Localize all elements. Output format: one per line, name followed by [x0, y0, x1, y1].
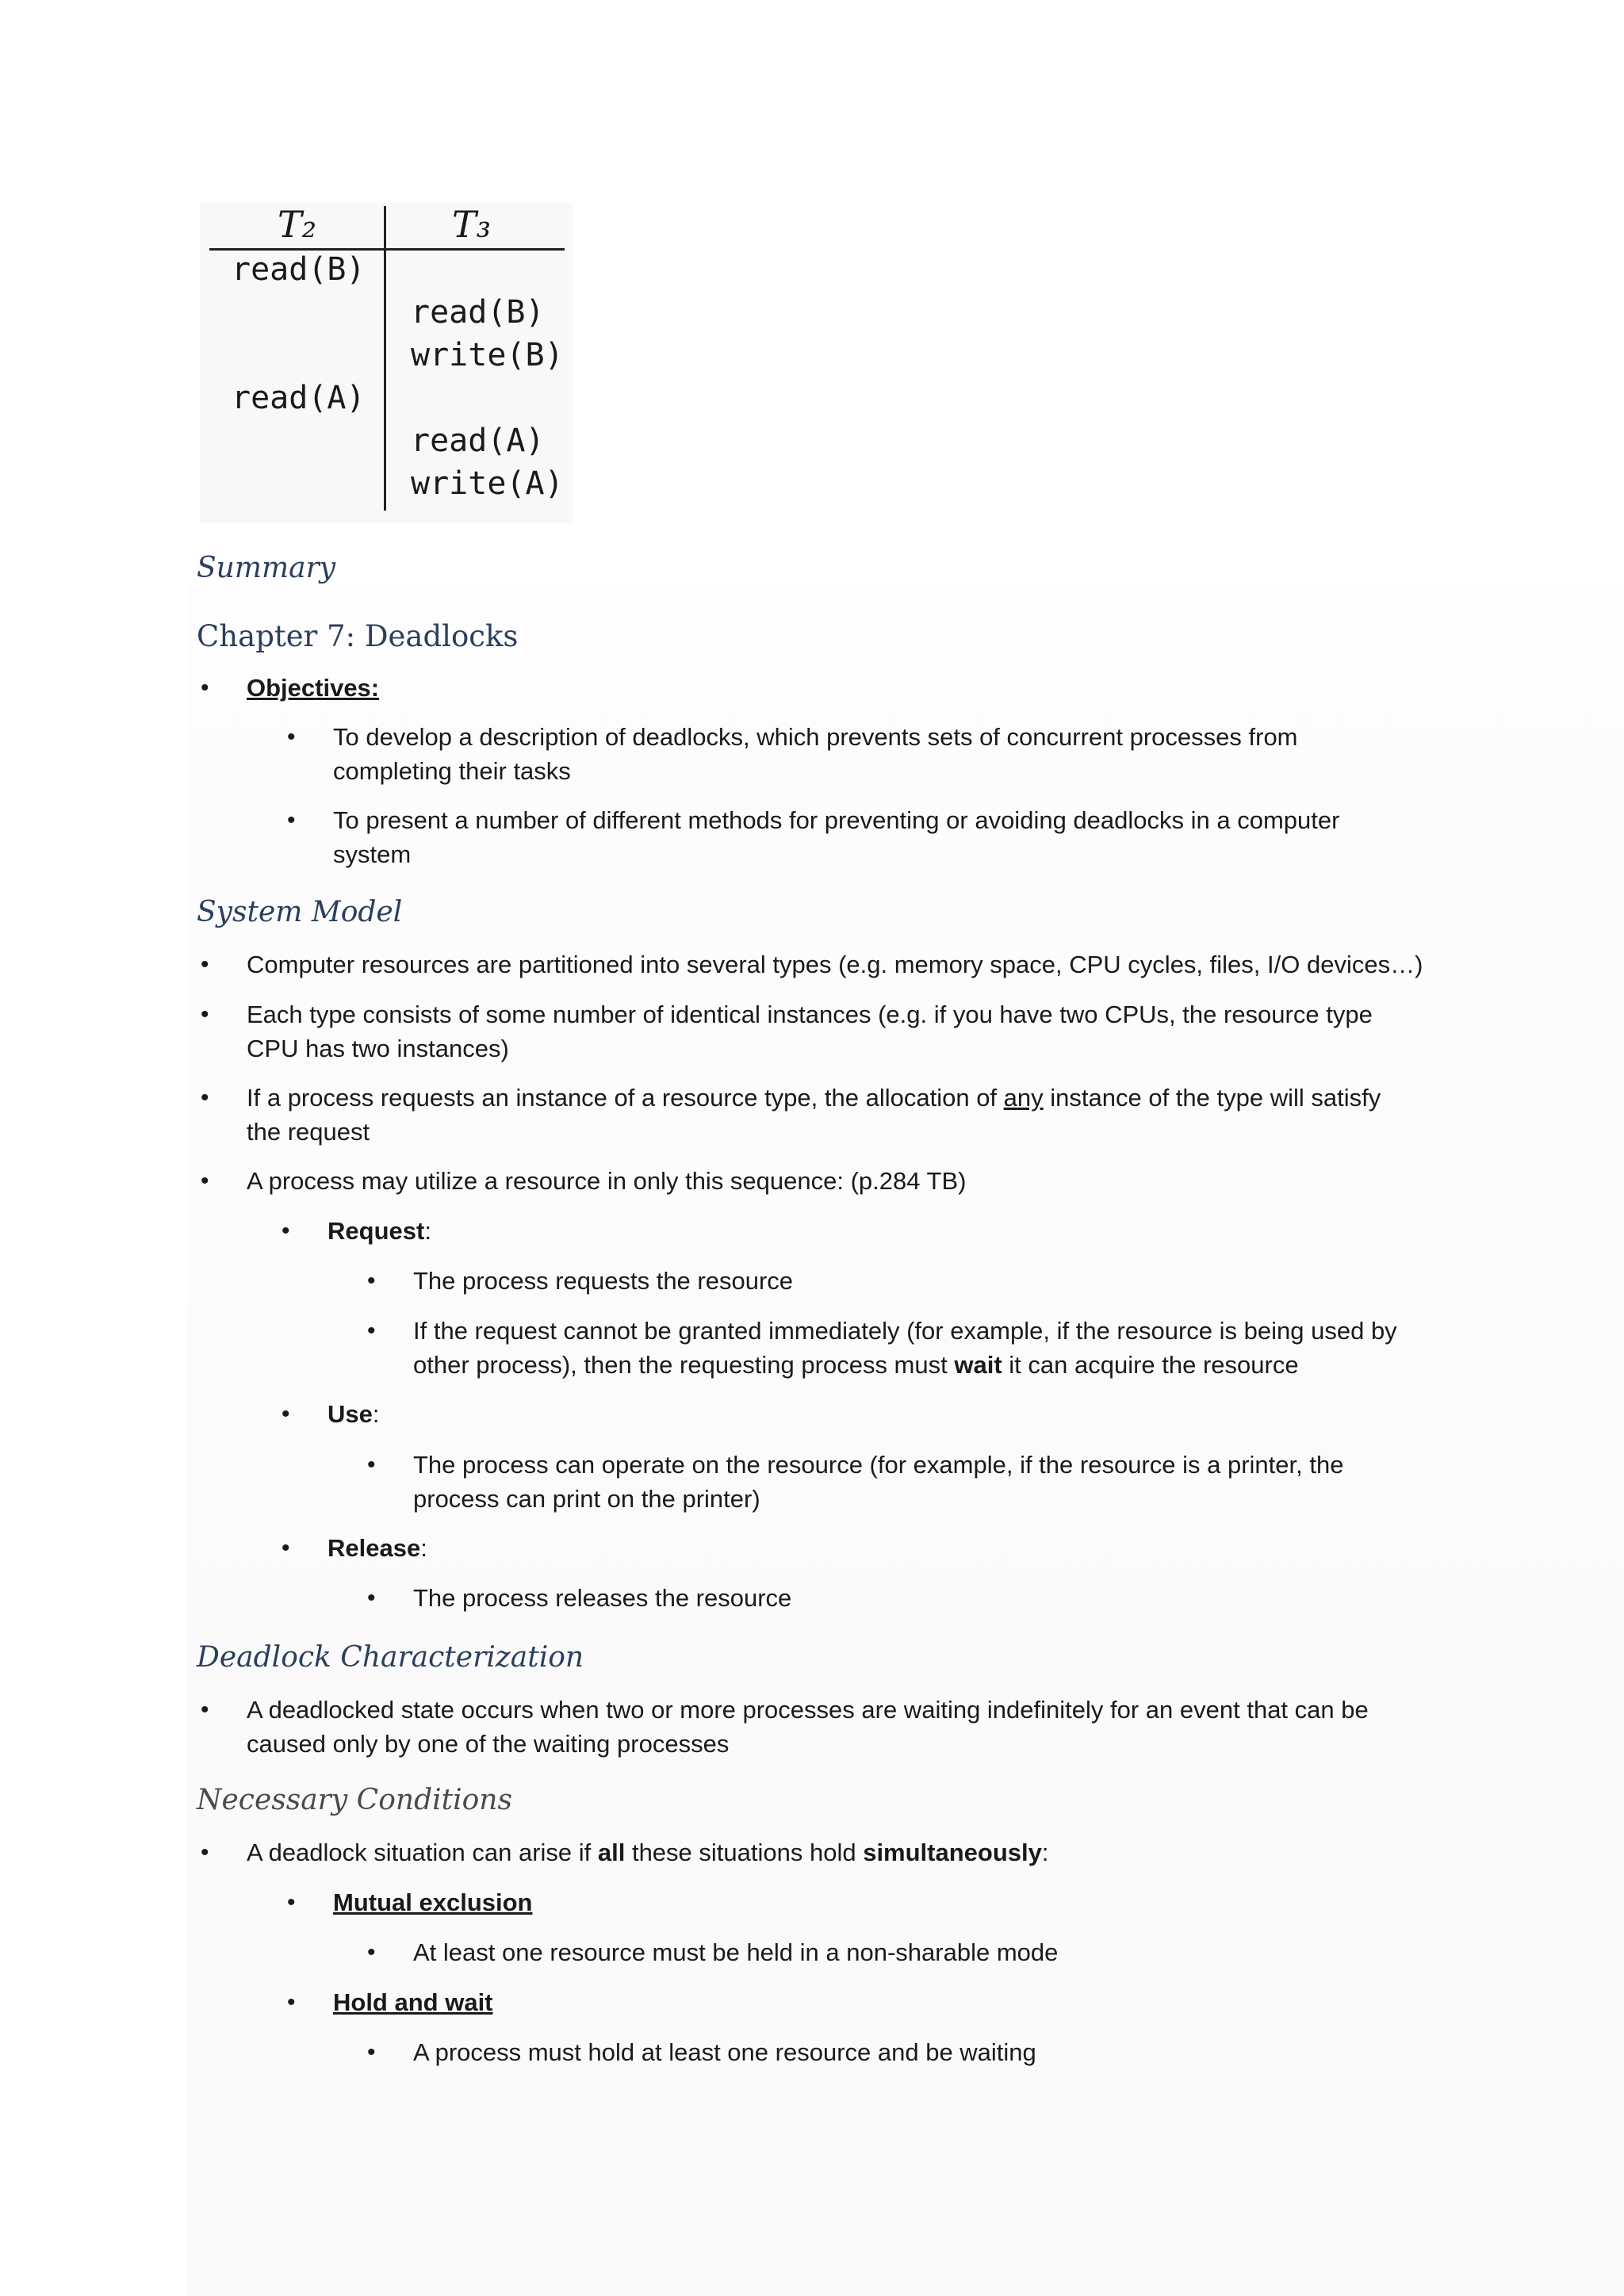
t3-op: read(A) — [411, 423, 545, 459]
bullet: • — [282, 1401, 290, 1427]
mutual-exclusion-label: Mutual exclusion — [333, 1888, 533, 1916]
bullet-text: instance of the type will satisfy the request — [247, 1084, 1381, 1146]
request-subitem — [367, 1264, 1436, 1298]
hold-and-wait-label: Hold and wait — [333, 1988, 493, 2016]
underlined-word: any — [1003, 1084, 1044, 1112]
hold-and-wait-item — [287, 1985, 1435, 2019]
use-subitem — [367, 1448, 1381, 1516]
summary-heading: Summary — [197, 552, 336, 584]
bullet-text: A process must hold at least one resource and be waiting — [413, 2038, 1036, 2066]
colon: : — [424, 1217, 431, 1245]
bullet-text: If the request cannot be granted immediately (for example, if the resource is being used by other process), then the requesting process must — [413, 1317, 1397, 1379]
bullet: • — [201, 1168, 209, 1194]
objective-text: To present a number of different methods for preventing or avoiding deadlocks in a computer system — [333, 806, 1340, 868]
bullet-text: it can acquire the resource — [1002, 1351, 1299, 1379]
use-item — [282, 1397, 380, 1431]
objective-1 — [287, 720, 1364, 788]
bullet: • — [367, 2039, 376, 2065]
bullet-text: A deadlock situation can arise if — [247, 1839, 598, 1866]
t3-op: write(B) — [411, 337, 564, 373]
necessary-conditions-heading: Necessary Conditions — [197, 1784, 512, 1816]
bullet: • — [201, 951, 209, 978]
colon: : — [420, 1534, 427, 1562]
objectives-item — [201, 671, 1436, 705]
t2-op: read(B) — [232, 251, 366, 288]
bullet: • — [287, 1989, 296, 2015]
system-model-bullet — [201, 1164, 1436, 1198]
t3-op: write(A) — [411, 465, 564, 502]
bullet: • — [201, 1697, 209, 1723]
bullet-text: : — [1041, 1839, 1049, 1866]
necessary-bullet — [201, 1835, 1436, 1869]
chapter-heading: Chapter 7: Deadlocks — [197, 619, 519, 653]
system-model-bullet — [201, 997, 1396, 1066]
request-item — [282, 1214, 431, 1248]
bullet-text: A deadlocked state occurs when two or more processes are waiting indefinitely for an event that can be caused only by one of the waiting processes — [247, 1696, 1369, 1758]
bold-word: simultaneously — [863, 1839, 1042, 1866]
bullet: • — [287, 807, 296, 833]
t3-op: read(B) — [411, 294, 545, 331]
bullet: • — [201, 1085, 209, 1111]
request-subitem — [367, 1314, 1444, 1382]
deadlock-char-bullet — [201, 1693, 1412, 1761]
t2-header: T₂ — [278, 203, 317, 246]
release-label: Release — [327, 1534, 421, 1562]
bullet: • — [201, 1001, 209, 1027]
bold-word: all — [597, 1839, 626, 1866]
bullet-text: The process requests the resource — [413, 1267, 794, 1295]
bullet: • — [287, 724, 296, 750]
bold-word: wait — [954, 1351, 1002, 1379]
objective-2 — [287, 803, 1396, 871]
bullet-text: these situations hold — [625, 1839, 864, 1866]
bullet: • — [367, 1585, 376, 1611]
bullet-text: At least one resource must be held in a non-sharable mode — [413, 1938, 1059, 1966]
bullet: • — [201, 1839, 209, 1866]
mutual-exclusion-subitem — [367, 1935, 1436, 1969]
request-label: Request — [327, 1217, 425, 1245]
bullet: • — [282, 1535, 290, 1561]
bullet: • — [201, 675, 209, 701]
use-label: Use — [327, 1400, 373, 1428]
bullet: • — [367, 1268, 376, 1294]
column-divider — [384, 206, 386, 511]
colon: : — [372, 1400, 380, 1428]
system-model-bullet — [201, 1081, 1420, 1149]
mutual-exclusion-item — [287, 1885, 1435, 1919]
t2-op: read(A) — [232, 380, 366, 416]
hold-and-wait-subitem — [367, 2035, 1436, 2069]
bullet-text: The process can operate on the resource (for example, if the resource is a printer, the process can print on the printer) — [413, 1451, 1344, 1513]
bullet: • — [367, 1452, 376, 1478]
bullet-text: If a process requests an instance of a resource type, the allocation of — [247, 1084, 1004, 1112]
schedule-figure — [200, 203, 573, 523]
bullet-text: Computer resources are partitioned into several types (e.g. memory space, CPU cycles, files, I/O devices…) — [247, 951, 1423, 978]
bullet-text: The process releases the resource — [413, 1584, 792, 1612]
deadlock-characterization-heading: Deadlock Characterization — [197, 1641, 584, 1674]
release-subitem — [367, 1581, 1436, 1615]
bullet: • — [367, 1318, 376, 1344]
bullet-text: A process may utilize a resource in only this sequence: (p.284 TB) — [247, 1167, 967, 1195]
bullet: • — [282, 1218, 290, 1244]
system-model-heading: System Model — [197, 896, 403, 928]
objectives-label: Objectives: — [247, 674, 380, 702]
header-rule — [209, 248, 565, 251]
bullet: • — [367, 1939, 376, 1965]
objective-text: To develop a description of deadlocks, which prevents sets of concurrent processes from completing their tasks — [333, 723, 1298, 785]
bullet: • — [287, 1889, 296, 1915]
system-model-bullet — [201, 947, 1436, 982]
bullet-text: Each type consists of some number of identical instances (e.g. if you have two CPUs, the resource type CPU has two instances) — [247, 1001, 1373, 1062]
release-item — [282, 1531, 427, 1565]
t3-header: T₃ — [452, 203, 492, 246]
